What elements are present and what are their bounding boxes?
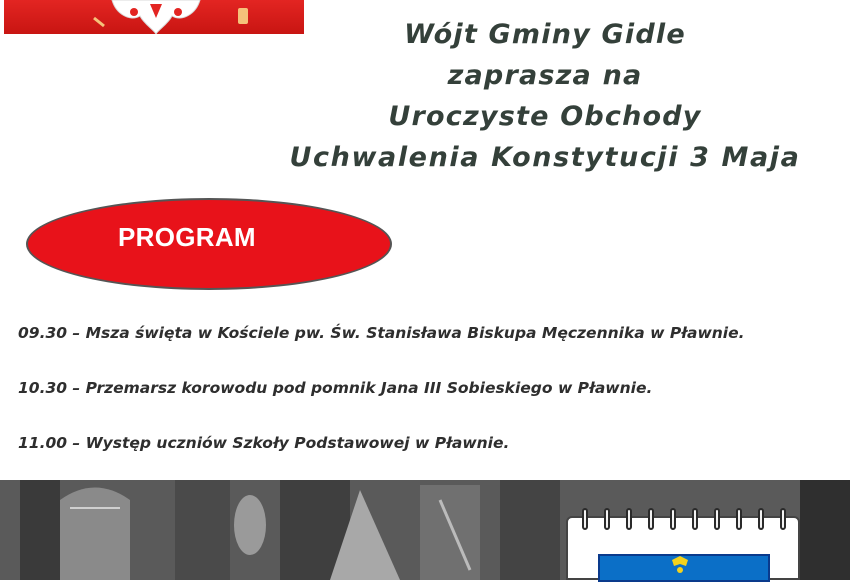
coat-of-arms-icon <box>598 554 770 582</box>
headline-line-1: Wójt Gminy Gidle <box>404 19 686 50</box>
headline-line-4: Uchwalenia Konstytucji 3 Maja <box>289 142 801 173</box>
headline-line-3: Uroczyste Obchody <box>388 101 702 132</box>
schedule-item-2: 10.30 – Przemarsz korowodu pod pomnik Jana III Sobieskiego w Pławnie. <box>18 379 653 397</box>
calendar-icon <box>566 516 800 580</box>
headline-line-2: zaprasza na <box>447 60 643 91</box>
headline <box>240 14 850 178</box>
program-label: PROGRAM <box>118 222 256 252</box>
schedule-item-1: 09.30 – Msza święta w Kościele pw. Św. Stanisława Biskupa Męczennika w Pławnie. <box>18 324 745 342</box>
schedule-item-3: 11.00 – Występ uczniów Szkoły Podstawowej w Pławnie. <box>18 434 510 452</box>
